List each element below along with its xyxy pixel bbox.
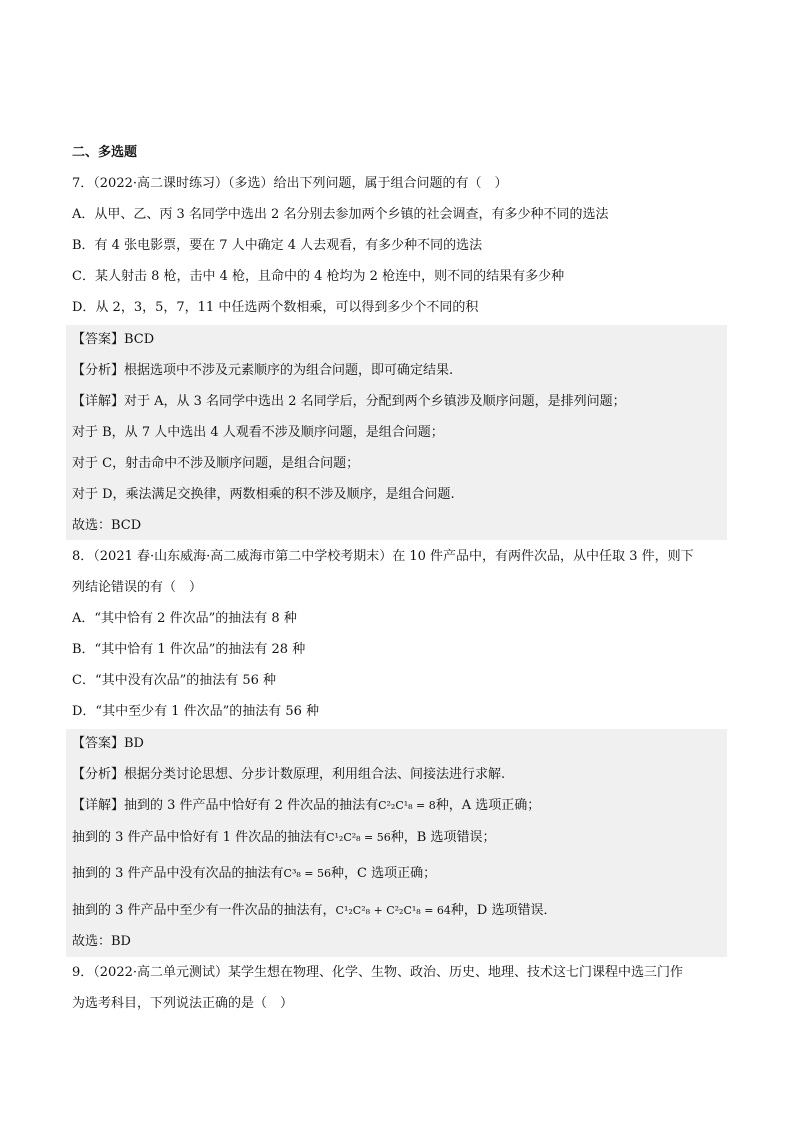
question-8-detail-2-suffix: 种，B 选项错误； bbox=[390, 830, 496, 845]
question-7-detail-1: 【详解】对于 A，从 3 名同学中选出 2 名同学后，分配到两个乡镇涉及顺序问题，是排列问题； bbox=[72, 394, 626, 409]
question-8-option-d: D．“其中至少有 1 件次品”的抽法有 56 种 bbox=[72, 704, 320, 719]
question-7-analysis: 【分析】根据选项中不涉及元素顺序的为组合问题，即可确定结果. bbox=[72, 363, 454, 378]
question-8-detail-3-formula: C³₈ = 56 bbox=[283, 867, 331, 880]
question-8-option-c: C．“其中没有次品”的抽法有 56 种 bbox=[72, 673, 277, 688]
question-8-detail-2 bbox=[72, 828, 722, 848]
question-8-detail-2-formula: C¹₂C²₈ = 56 bbox=[326, 831, 391, 844]
question-8-analysis: 【分析】根据分类讨论思想、分步计数原理，利用组合法、间接法进行求解. bbox=[72, 767, 506, 782]
question-7-detail-3: 对于 C，射击命中不涉及顺序问题，是组合问题； bbox=[72, 456, 360, 471]
question-8-answer: 【答案】BD bbox=[72, 736, 144, 751]
question-8-detail-1-suffix: 种，A 选项正确； bbox=[435, 798, 541, 813]
question-8-detail-1-formula: C²₂C¹₈ = 8 bbox=[378, 799, 436, 812]
question-7-stem: 7．（2022·高二课时练习）（多选）给出下列问题，属于组合问题的有（ ） bbox=[72, 176, 508, 191]
question-8-detail-4 bbox=[72, 901, 722, 921]
section-title: 二、多选题 bbox=[72, 145, 138, 160]
question-8-detail-4-text: 抽到的 3 件产品中至少有一件次品的抽法有， bbox=[72, 903, 336, 918]
question-7-final: 故选：BCD bbox=[72, 518, 142, 533]
question-7-detail-2: 对于 B，从 7 人中选出 4 人观看不涉及顺序问题，是组合问题； bbox=[72, 425, 444, 440]
question-8-detail-3 bbox=[72, 864, 722, 884]
question-7-answer: 【答案】BCD bbox=[72, 332, 155, 347]
question-9-stem-line-1: 9．（2022·高二单元测试）某学生想在物理、化学、生物、政治、历史、地理、技术这七门课程中选三门作 bbox=[72, 965, 683, 980]
question-7-option-d: D．从 2，3，5，7，11 中任选两个数相乘，可以得到多少个不同的积 bbox=[72, 300, 479, 315]
question-8-detail-3-text: 抽到的 3 件产品中没有次品的抽法有 bbox=[72, 866, 284, 881]
question-7-option-c: C．某人射击 8 枪，击中 4 枪，且命中的 4 枪均为 2 枪连中，则不同的结果有多少种 bbox=[72, 269, 565, 284]
question-7-detail-4: 对于 D，乘法满足交换律，两数相乘的积不涉及顺序，是组合问题. bbox=[72, 487, 455, 502]
question-8-detail-4-suffix: 种，D 选项错误． bbox=[450, 903, 557, 918]
question-8-final: 故选：BD bbox=[72, 934, 131, 949]
question-8-stem-line-2: 列结论错误的有（ ） bbox=[72, 580, 203, 595]
question-7-option-b: B．有 4 张电影票，要在 7 人中确定 4 人去观看，有多少种不同的选法 bbox=[72, 238, 483, 253]
question-8-detail-4-formula: C¹₂C²₈ + C²₂C¹₈ = 64 bbox=[335, 904, 451, 917]
question-8-option-a: A．“其中恰有 2 件次品”的抽法有 8 种 bbox=[72, 611, 297, 626]
question-8-detail-1-text: 【详解】抽到的 3 件产品中恰好有 2 件次品的抽法有 bbox=[72, 798, 379, 813]
question-8-detail-2-text: 抽到的 3 件产品中恰好有 1 件次品的抽法有 bbox=[72, 830, 327, 845]
question-8-stem-line-1: 8．（2021 春·山东威海·高二威海市第二中学校考期末）在 10 件产品中，有两件次品，从中任取 3 件，则下 bbox=[72, 549, 694, 564]
question-8-option-b: B．“其中恰有 1 件次品”的抽法有 28 种 bbox=[72, 642, 306, 657]
question-9-stem-line-2: 为选考科目，下列说法正确的是（ ） bbox=[72, 996, 294, 1011]
question-8-detail-3-suffix: 种，C 选项正确； bbox=[331, 866, 437, 881]
question-8-detail-1 bbox=[72, 796, 722, 816]
question-7-option-a: A．从甲、乙、丙 3 名同学中选出 2 名分别去参加两个乡镇的社会调查，有多少种不同的选法 bbox=[72, 207, 609, 222]
